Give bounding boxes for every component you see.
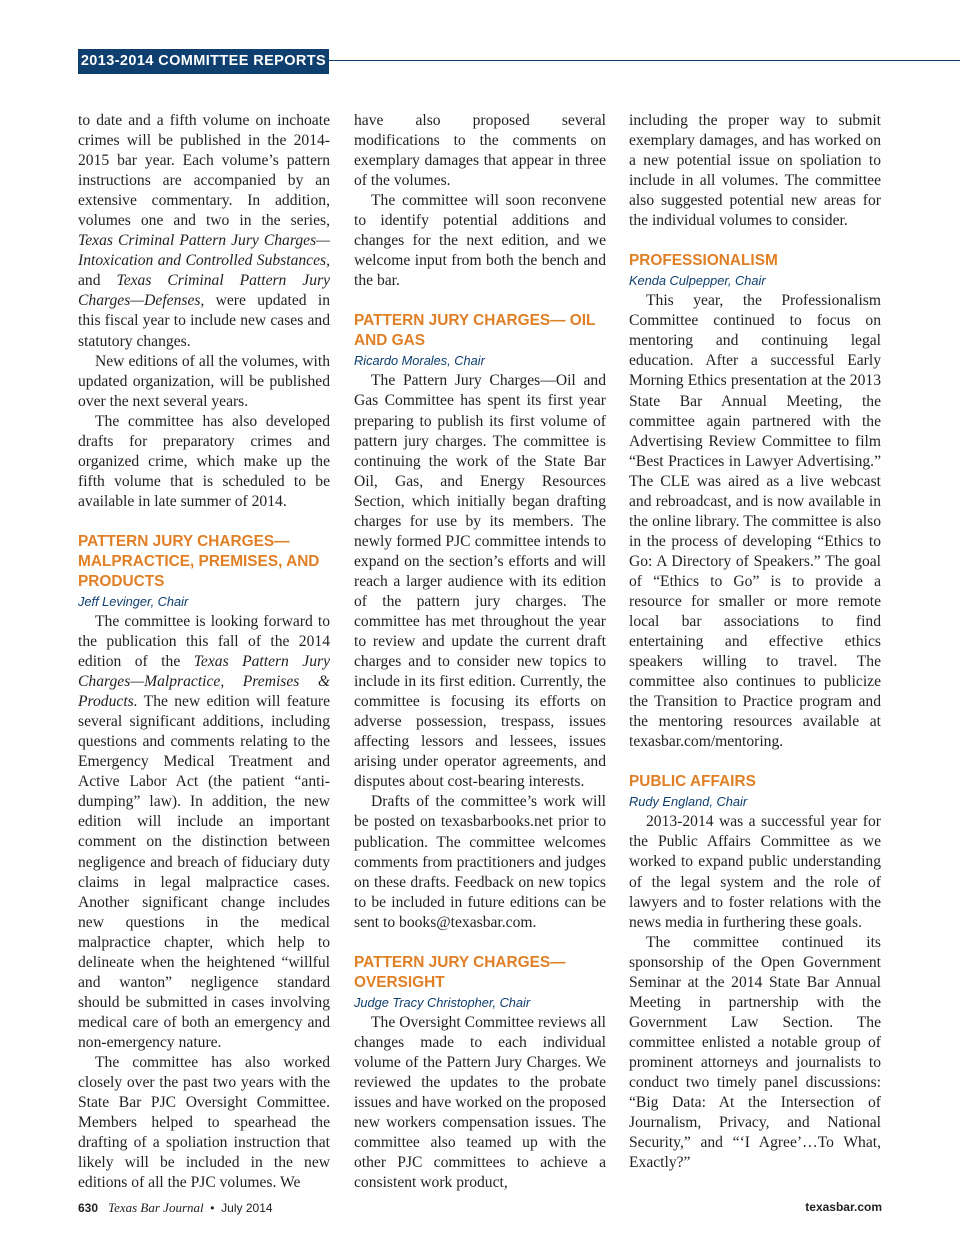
header-rule bbox=[329, 60, 960, 61]
footer-bullet: • bbox=[210, 1201, 215, 1215]
committee-chair: Judge Tracy Christopher, Chair bbox=[354, 994, 531, 1010]
paragraph: The Oversight Committee reviews all changes made to each individual volume of the Pattern Jury Charges. We reviewed the updates to the probate issues and have worked on the proposed new workers compensation issues. The committee also teamed up with the other PJC committees to achieve a consistent work product, bbox=[354, 1013, 606, 1192]
section-heading: PATTERN JURY CHARGES— OIL AND GAS bbox=[354, 312, 596, 350]
footer-left bbox=[78, 1200, 273, 1216]
committee-chair: Ricardo Morales, Chair bbox=[354, 353, 485, 369]
website-link[interactable]: texasbar.com bbox=[805, 1200, 882, 1214]
paragraph: The Pattern Jury Charges—Oil and Gas Committee has spent its first year preparing to publish its first volume of pattern jury charges. The committee is continuing the work of the State Bar Oil, Gas, and Energy Resources Section, which initially began drafting charges for use by its members. The newly formed PJC committee intends to expand on the section’s efforts and will reach a larger audience with its edition of the pattern jury charges. The committee has met throughout the year to review and update the current draft charges and to consider new topics to include in its first edition. Currently, the committee is focusing its efforts on adverse possession, trespass, issues affecting lessors and lessees, issues arising under operator agreements, and disputes about cost-bearing interests. bbox=[354, 372, 606, 791]
page-number: 630 bbox=[78, 1201, 99, 1215]
journal-name: Texas Bar Journal bbox=[108, 1200, 204, 1215]
paragraph: 2013-2014 was a successful year for the Public Affairs Committee as we worked to expand public understanding of the legal system and the role of lawyers and to foster relations with the news media in furthering these goals. bbox=[629, 813, 881, 931]
committee-chair: Jeff Levinger, Chair bbox=[78, 593, 189, 609]
paragraph: to date and a fifth volume on inchoate crimes will be published in the 2014-2015 bar year. Each volume’s pattern instructions are accompanied by an extensive commentary. In addition, volumes one and two in the series, Texas Criminal Pattern Jury Charges—Intoxication and Controlled Substances, and Texas Criminal Pattern Jury Charges—Defenses, were updated in this fiscal year to include new cases and statutory changes. bbox=[78, 112, 330, 350]
paragraph: have also proposed several modifications to the comments on exemplary damages that appear in three of the volumes. bbox=[354, 112, 606, 190]
paragraph: The committee will soon reconvene to identify potential additions and changes for the next edition, and we welcome input from both the bench and the bar. bbox=[354, 192, 606, 290]
paragraph: The committee continued its sponsorship of the Open Government Seminar at the 2014 State Bar Annual Meeting in partnership with the Government Law Section. The committee enlisted a notable group of prominent attorneys and journalists to conduct two timely panel discussions: “Big Data: At the Intersection of Journalism, Privacy, and National Security,” and “‘I Agree’…To What, Exactly?” bbox=[629, 933, 881, 1172]
paragraph: The committee is looking forward to the publication this fall of the 2014 edition of the Texas Pattern Jury Charges—Malpractice, Premises & Products. The new edition will feature several significant additions, including questions and comments relating to the Emergency Medical Treatment and Active Labor Act (the patient “anti-dumping” law). In addition, the new edition will include an important comment on the distinction between negligence and breach of fiduciary duty claims in legal malpractice cases. Another significant change includes new questions in the medical malpractice chapter, which help to delineate when the heightened “willful and wanton” negligence standard should be submitted in cases involving medical care of both an emergency and non-emergency nature. bbox=[78, 612, 331, 1051]
paragraph: Drafts of the committee’s work will be posted on texasbarbooks.net prior to publication. The committee welcomes comments from practitioners and judges on these drafts. Feedback on new topics to be included in future editions can be sent to books@texasbar.com. bbox=[354, 793, 606, 931]
issue-date: July 2014 bbox=[221, 1201, 273, 1215]
column-3 bbox=[629, 111, 881, 1173]
section-heading: PROFESSIONALISM bbox=[629, 252, 778, 270]
column-1 bbox=[78, 111, 330, 1193]
section-heading: PUBLIC AFFAIRS bbox=[629, 773, 756, 791]
paragraph: The committee has also worked closely over the past two years with the State Bar PJC Oversight Committee. Members helped to spearhead the drafting of a spoliation instruction that likely will be included in the new editions of all the PJC volumes. We bbox=[78, 1053, 330, 1192]
section-heading: PATTERN JURY CHARGES— OVERSIGHT bbox=[354, 953, 566, 991]
committee-chair: Kenda Culpepper, Chair bbox=[629, 273, 766, 289]
column-2 bbox=[354, 111, 606, 1193]
section-heading: PATTERN JURY CHARGES— MALPRACTICE, PREMISES, AND PRODUCTS bbox=[78, 532, 320, 590]
paragraph: This year, the Professionalism Committee continued to focus on mentoring and continuing legal education. After a successful Early Morning Ethics presentation at the 2013 State Bar Annual Meeting, the committee again partnered with the Advertising Review Committee to film “Best Practices in Lawyer Advertising.” The CLE was aired as a live webcast and rebroadcast, and is now available in the online library. The committee is also in the process of developing “Ethics to Go: A Directory of Speakers.” The goal of “Ethics to Go” is to provide a resource for smaller or more remote local bar associations to find entertaining and effective ethics speakers willing to travel. The committee also continues to publicize the Transition to Practice program and the mentoring resources available at texasbar.com/mentoring. bbox=[629, 292, 881, 751]
section-header: 2013-2014 COMMITTEE REPORTS bbox=[78, 49, 329, 74]
paragraph: including the proper way to submit exemplary damages, and has worked on a new potential issue on spoliation to include in all volumes. The committee also suggested potential new areas for the individual volumes to consider. bbox=[629, 112, 881, 230]
committee-chair: Rudy England, Chair bbox=[629, 794, 748, 810]
page-footer bbox=[78, 1200, 882, 1220]
paragraph: New editions of all the volumes, with updated organization, will be published over the next several years. bbox=[78, 352, 330, 410]
paragraph: The committee has also developed drafts for preparatory crimes and organized crime, which make up the fifth volume that is scheduled to be available in late summer of 2014. bbox=[78, 412, 330, 510]
